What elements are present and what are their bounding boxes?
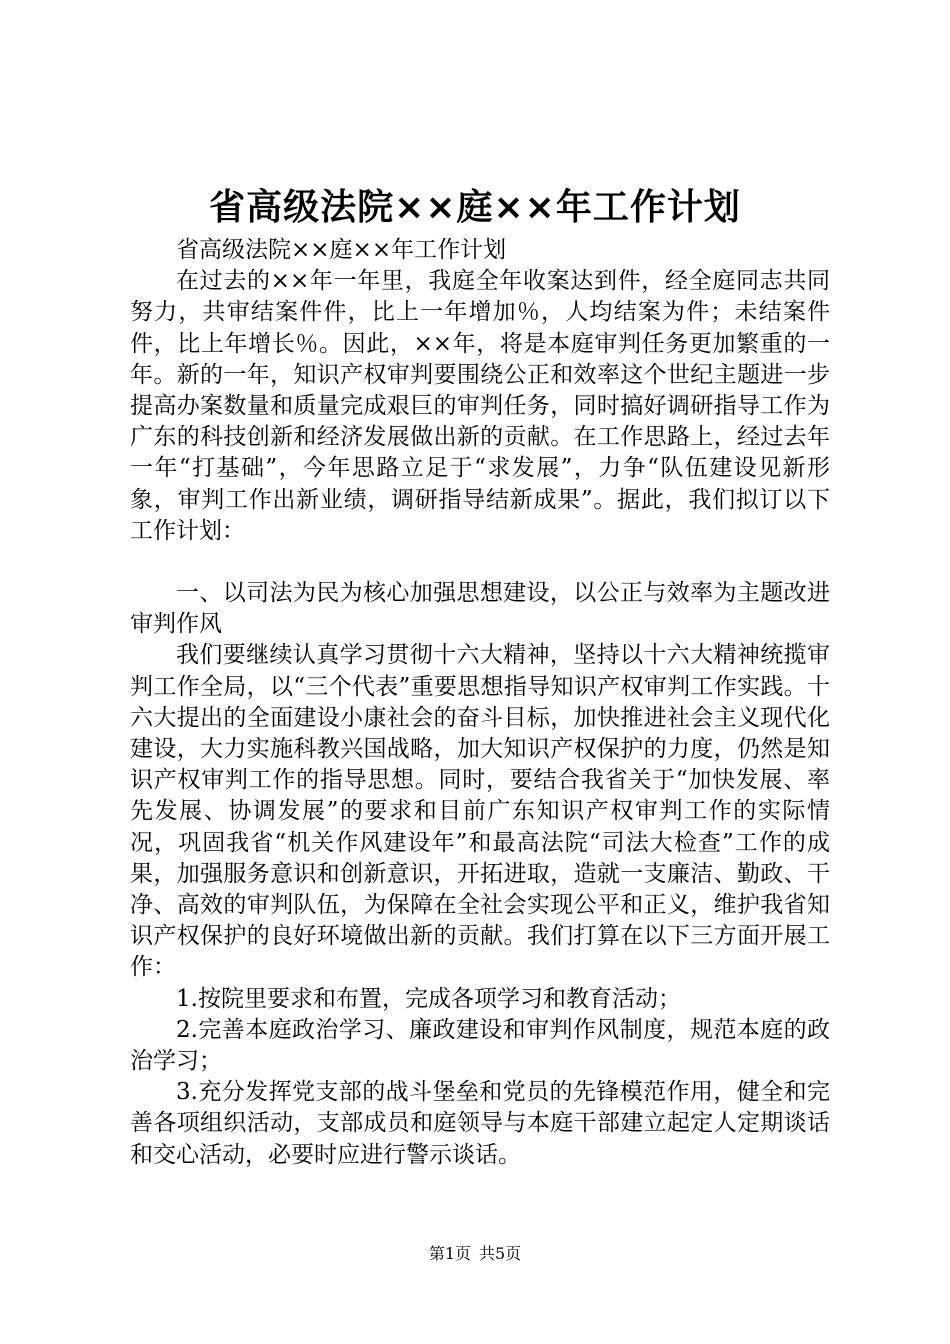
document-title: 省高级法院××庭××年工作计划 [209, 187, 741, 228]
page-footer [0, 1243, 950, 1265]
section-heading: 一、以司法为民为核心加强思想建设，以公正与效率为主题改进审判作风 [130, 580, 830, 638]
subtitle-paragraph: 省高级法院××庭××年工作计划 [176, 237, 507, 263]
list-item: 2.完善本庭政治学习、廉政建设和审判作风制度，规范本庭的政治学习； [130, 1016, 830, 1075]
list-item: 1.按院里要求和布置，完成各项学习和教育活动； [176, 985, 681, 1012]
intro-paragraph: 在过去的××年一年里，我庭全年收案达到件，经全庭同志共同努力，共审结案件件，比上一年增加％，人均结案为件；未结案件件，比上年增长％。因此，××年，将是本庭审判任务更加繁重的一年。新的一年，知识产权审判要围绕公正和效率这个世纪主题进一步提高办案数量和质量完成艰巨的审判任务，同时搞好调研指导工作为广东的科技创新和经济发展做出新的贡献。在工作思路上，经过去年一年“打基础”，今年思路立足于“求发展”，力争“队伍建设见新形象，审判工作出新业绩，调研指导结新成果”。据此，我们拟订以下工作计划： [130, 268, 830, 544]
document-body [130, 235, 830, 1171]
page-number: 第1页 [428, 1244, 471, 1263]
list-item: 3.充分发挥党支部的战斗堡垒和党员的先锋模范作用，健全和完善各项组织活动，支部成员和庭领导与本庭干部建立起定人定期谈话和交心活动，必要时应进行警示谈话。 [130, 1079, 830, 1168]
page-total: 共5页 [479, 1244, 522, 1263]
section-paragraph: 我们要继续认真学习贯彻十六大精神，坚持以十六大精神统揽审判工作全局，以“三个代表”重要思想指导知识产权审判工作实践。十六大提出的全面建设小康社会的奋斗目标，加快推进社会主义现代化建设，大力实施科教兴国战略，加大知识产权保护的力度，仍然是知识产权审判工作的指导思想。同时，要结合我省关于“加快发展、率先发展、协调发展”的要求和目前广东知识产权审判工作的实际情况，巩固我省“机关作风建设年”和最高法院“司法大检查”工作的成果，加强服务意识和创新意识，开拓进取，造就一支廉洁、勤政、干净、高效的审判队伍，为保障在全社会实现公平和正义，维护我省知识产权保护的良好环境做出新的贡献。我们打算在以下三方面开展工作： [130, 642, 830, 981]
